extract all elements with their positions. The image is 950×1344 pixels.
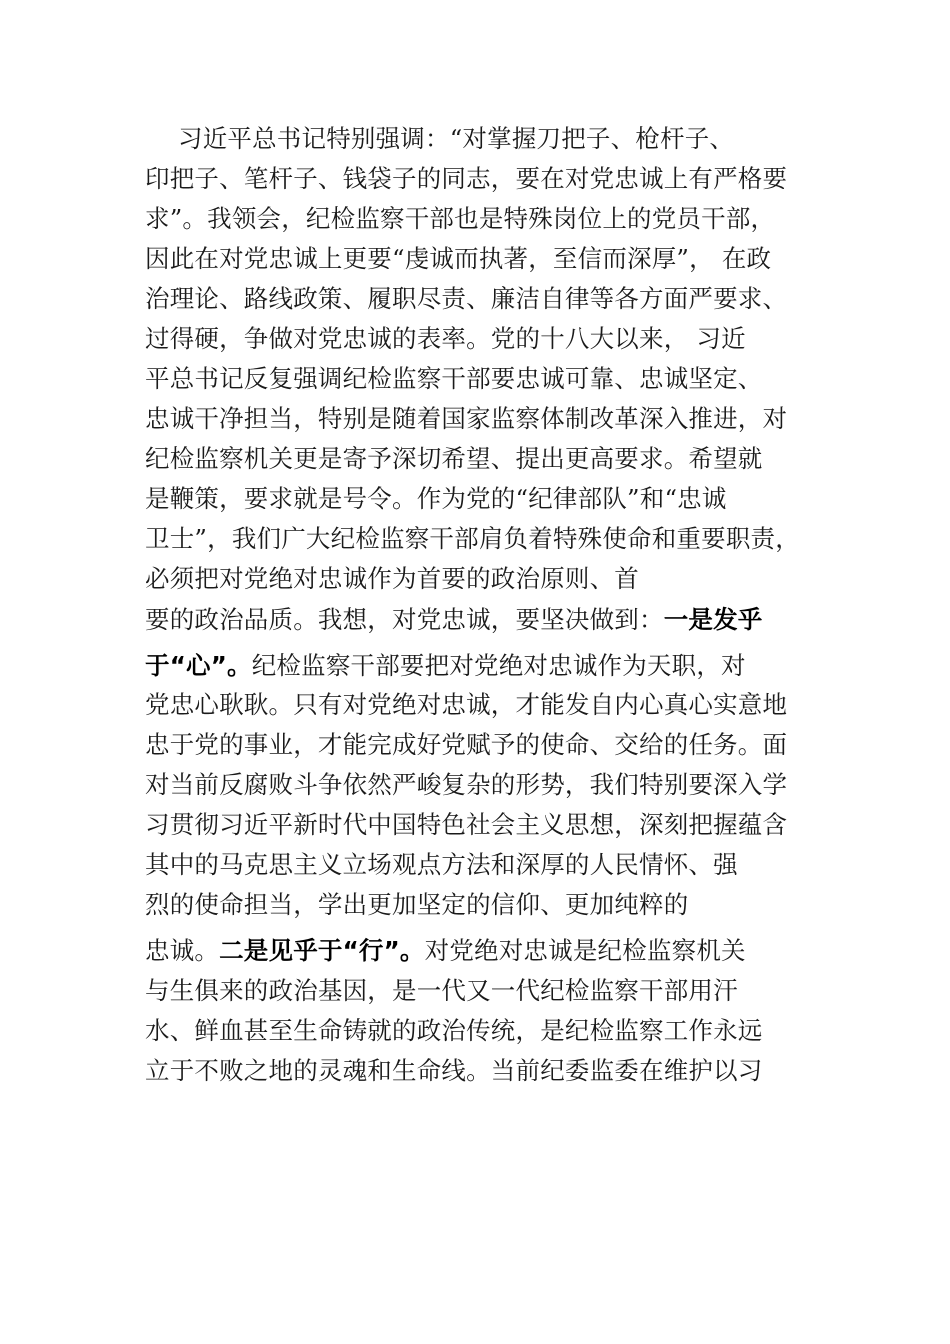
- text-line-14: [145, 651, 746, 681]
- heading-point-two: 二是见乎于“行”。: [219, 936, 425, 965]
- text-line-22: 与生俱来的政治基因，是一代又一代纪检监察干部用汗: [145, 976, 738, 1005]
- heading-point-one-part2: 于“心”。: [145, 651, 252, 680]
- text-line-19: 其中的马克思主义立场观点方法和深厚的人民情怀、强: [145, 850, 738, 879]
- text-line-8: 忠诚干净担当，特别是随着国家监察体制改革深入推进，对: [145, 404, 788, 433]
- text-line-13: [145, 605, 763, 635]
- text-line-24: 立于不败之地的灵魂和生命线。当前纪委监委在维护以习: [145, 1056, 763, 1085]
- text-line-13-normal: 要的政治品质。我想，对党忠诚，要坚决做到：: [145, 605, 664, 634]
- text-line-9: 纪检监察机关更是寄予深切希望、提出更高要求。希望就: [145, 444, 763, 473]
- text-line-17: 对当前反腐败斗争依然严峻复杂的形势，我们特别要深入学: [145, 770, 788, 799]
- text-line-21: [145, 936, 746, 966]
- text-line-21-normal-a: 忠诚。: [145, 936, 220, 965]
- text-line-2: 印把子、笔杆子、钱袋子的同志，要在对党忠诚上有严格要: [145, 164, 788, 193]
- text-line-23: 水、鲜血甚至生命铸就的政治传统，是纪检监察工作永远: [145, 1016, 763, 1045]
- text-line-18: 习贯彻习近平新时代中国特色社会主义思想，深刻把握蕴含: [145, 810, 788, 839]
- text-line-5: 治理论、路线政策、履职尽责、廉洁自律等各方面严要求、: [145, 284, 788, 313]
- text-line-20: 烈的使命担当，学出更加坚定的信仰、更加纯粹的: [145, 890, 689, 919]
- text-line-14-normal: 纪检监察干部要把对党绝对忠诚作为天职，对: [251, 651, 746, 680]
- text-line-6: 过得硬，争做对党忠诚的表率。党的十八大以来， 习近: [145, 324, 746, 353]
- heading-point-one-part1: 一是发乎: [663, 605, 763, 634]
- text-line-7: 平总书记反复强调纪检监察干部要忠诚可靠、忠诚坚定、: [145, 364, 763, 393]
- text-line-1: 习近平总书记特别强调：“对掌握刀把子、枪杆子、: [178, 124, 735, 153]
- text-line-15: 党忠心耿耿。只有对党绝对忠诚，才能发自内心真心实意地: [145, 690, 788, 719]
- text-line-16: 忠于党的事业，才能完成好党赋予的使命、交给的任务。面: [145, 730, 788, 759]
- text-line-12: 必须把对党绝对忠诚作为首要的政治原则、首: [145, 564, 639, 593]
- text-line-3: 求”。我领会，纪检监察干部也是特殊岗位上的党员干部，: [145, 204, 776, 233]
- text-line-4: 因此在对党忠诚上更要“虔诚而执著，至信而深厚”， 在政: [145, 244, 772, 273]
- text-line-21-normal-b: 对党绝对忠诚是纪检监察机关: [424, 936, 746, 965]
- text-line-11: 卫士”，我们广大纪检监察干部肩负着特殊使命和重要职责，: [145, 524, 800, 553]
- text-line-10: 是鞭策，要求就是号令。作为党的“纪律部队”和“忠诚: [145, 484, 727, 513]
